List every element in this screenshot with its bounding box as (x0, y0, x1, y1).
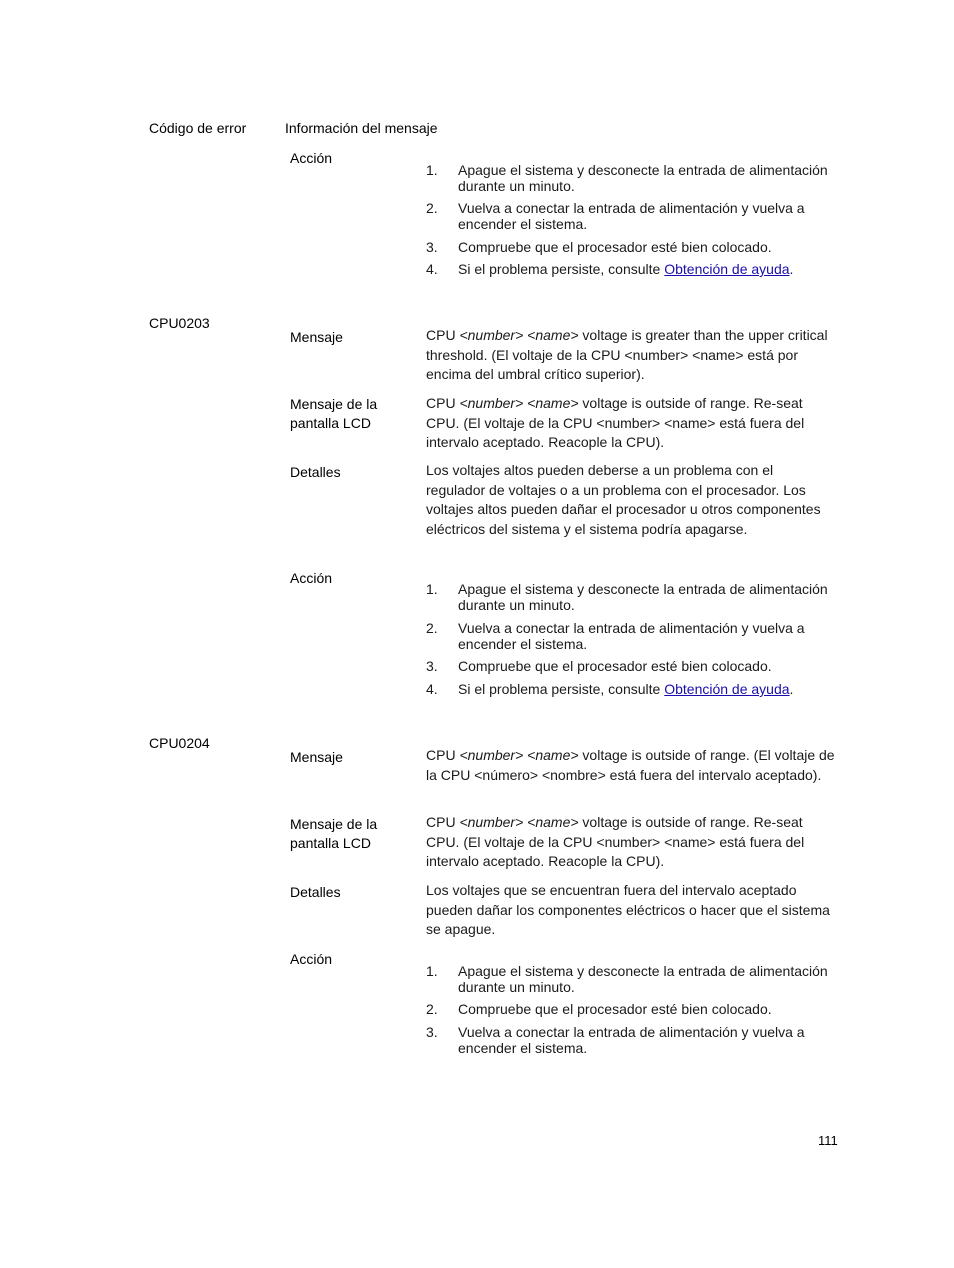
detalles-text: Los voltajes que se encuentran fuera del intervalo aceptado pueden dañar los componentes eléctricos o hacer que el sistema se apague. (426, 882, 830, 937)
action-step (426, 620, 836, 652)
step-text: Si el problema persiste, consulte (458, 261, 661, 277)
mensaje-label: Mensaje (290, 329, 343, 345)
step-number: 2. (426, 620, 438, 636)
action-steps-list (426, 963, 836, 1063)
action-step (426, 200, 836, 232)
error-code-cpu0204: CPU0204 (149, 735, 210, 751)
step-text: Vuelva a conectar la entrada de alimentación y vuelva a encender el sistema. (458, 620, 805, 652)
lcd-label: Mensaje de la pantalla LCD (290, 396, 378, 431)
step-number: 3. (426, 658, 438, 674)
step-number: 4. (426, 681, 438, 697)
mensaje-label: Mensaje (290, 749, 343, 765)
action-step (426, 658, 836, 674)
action-steps-list (426, 581, 836, 701)
step-text: Compruebe que el procesador esté bien colocado. (458, 239, 772, 255)
page-number: 111 (818, 1133, 838, 1148)
action-step (426, 1001, 836, 1017)
mensaje-text: CPU <number> <name> voltage is greater than the upper critical threshold. (El voltaje de la CPU <number> <name> está por encima del umbral crítico superior). (426, 327, 828, 382)
mensaje-text: CPU <number> <name> voltage is outside of range. (El voltaje de la CPU <número> <nombre> está fuera del intervalo aceptado). (426, 747, 835, 783)
step-number: 1. (426, 162, 438, 178)
action-step (426, 963, 836, 995)
step-number: 2. (426, 200, 438, 216)
step-text: Compruebe que el procesador esté bien colocado. (458, 1001, 772, 1017)
action-step (426, 1024, 836, 1056)
step-text: Si el problema persiste, consulte (458, 681, 661, 697)
step-number: 2. (426, 1001, 438, 1017)
step-text: Apague el sistema y desconecte la entrada de alimentación durante un minuto. (458, 963, 828, 995)
action-step (426, 162, 836, 194)
action-steps-list (426, 162, 836, 282)
accion-label: Acción (290, 150, 333, 166)
action-step (426, 239, 836, 255)
action-step (426, 581, 836, 613)
column-header-message-info: Información del mensaje (285, 120, 438, 136)
step-number: 3. (426, 239, 438, 255)
step-text: Apague el sistema y desconecte la entrada de alimentación durante un minuto. (458, 162, 828, 194)
lcd-message-text: CPU <number> <name> voltage is outside of range. Re-seat CPU. (El voltaje de la CPU <number> <name> está fuera del intervalo aceptado. Reacople la CPU). (426, 814, 805, 869)
step-text: Vuelva a conectar la entrada de alimentación y vuelva a encender el sistema. (458, 200, 805, 232)
detalles-label: Detalles (290, 464, 341, 480)
help-link[interactable]: Obtención de ayuda (664, 261, 790, 277)
accion-label: Acción (290, 951, 333, 967)
lcd-message-text: CPU <number> <name> voltage is outside of range. Re-seat CPU. (El voltaje de la CPU <number> <name> está fuera del intervalo aceptado. Reacople la CPU). (426, 395, 805, 450)
help-link[interactable]: Obtención de ayuda (664, 681, 790, 697)
detalles-label: Detalles (290, 884, 341, 900)
action-step: 4. Si el problema persiste, consulte Obtención de ayuda. (426, 261, 794, 277)
step-number: 1. (426, 581, 438, 597)
error-code-cpu0203: CPU0203 (149, 315, 210, 331)
column-header-error-code: Código de error (149, 120, 247, 136)
step-text: Compruebe que el procesador esté bien colocado. (458, 658, 772, 674)
step-number: 3. (426, 1024, 438, 1040)
accion-label: Acción (290, 570, 333, 586)
step-text: Vuelva a conectar la entrada de alimentación y vuelva a encender el sistema. (458, 1024, 805, 1056)
detalles-text: Los voltajes altos pueden deberse a un problema con el regulador de voltajes o a un problema con el procesador. Los voltajes altos pueden dañar el procesador u otros componentes eléctricos del sistema y el sistema podría apagarse. (426, 462, 821, 537)
step-number: 1. (426, 963, 438, 979)
action-step: 4. Si el problema persiste, consulte Obtención de ayuda. (426, 681, 794, 697)
step-number: 4. (426, 261, 438, 277)
lcd-label: Mensaje de la pantalla LCD (290, 816, 378, 851)
step-text: Apague el sistema y desconecte la entrada de alimentación durante un minuto. (458, 581, 828, 613)
